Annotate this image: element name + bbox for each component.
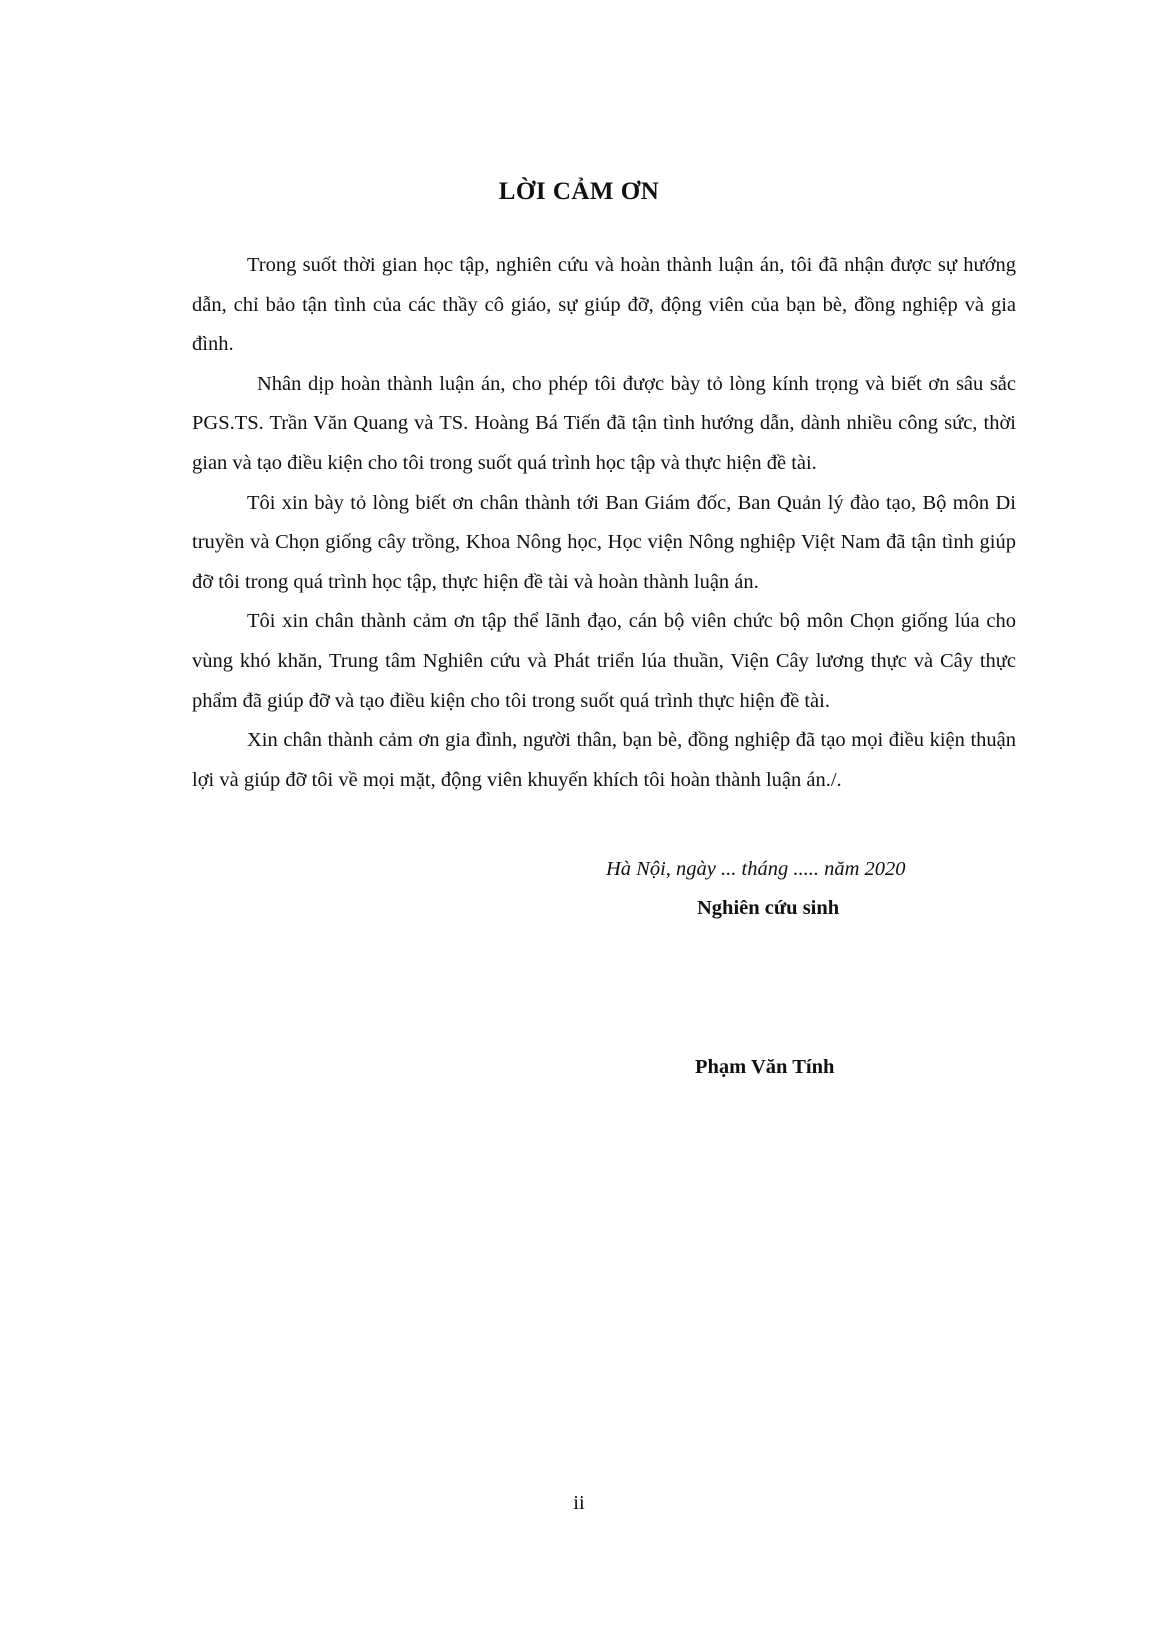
acknowledgement-body (192, 246, 1016, 800)
paragraph-3: Tôi xin bày tỏ lòng biết ơn chân thành tới Ban Giám đốc, Ban Quản lý đào tạo, Bộ môn Di truyền và Chọn giống cây trồng, Khoa Nông học, Học viện Nông nghiệp Việt Nam đã tận tình giúp đỡ tôi trong quá trình học tập, thực hiện đề tài và hoàn thành luận án. (192, 491, 1016, 593)
paragraph-1: Trong suốt thời gian học tập, nghiên cứu và hoàn thành luận án, tôi đã nhận được sự hướng dẫn, chỉ bảo tận tình của các thầy cô giáo, sự giúp đỡ, động viên của bạn bè, đồng nghiệp và gia đình. (192, 254, 1016, 356)
paragraph-5: Xin chân thành cảm ơn gia đình, người thân, bạn bè, đồng nghiệp đã tạo mọi điều kiện thuận lợi và giúp đỡ tôi về mọi mặt, động viên khuyến khích tôi hoàn thành luận án./. (192, 729, 1016, 791)
page-number: ii (573, 1492, 585, 1514)
date-place: Hà Nội, ngày ... tháng ..... năm 2020 (606, 858, 906, 880)
paragraph-2: Nhân dịp hoàn thành luận án, cho phép tôi được bày tỏ lòng kính trọng và biết ơn sâu sắc PGS.TS. Trần Văn Quang và TS. Hoàng Bá Tiến đã tận tình hướng dẫn, dành nhiều công sức, thời gian và tạo điều kiện cho tôi trong suốt quá trình học tập và thực hiện đề tài. (192, 372, 1016, 474)
paragraph-4: Tôi xin chân thành cảm ơn tập thể lãnh đạo, cán bộ viên chức bộ môn Chọn giống lúa cho vùng khó khăn, Trung tâm Nghiên cứu và Phát triển lúa thuần, Viện Cây lương thực và Cây thực phẩm đã giúp đỡ và tạo điều kiện cho tôi trong suốt quá trình thực hiện đề tài. (192, 610, 1016, 712)
signer-role: Nghiên cứu sinh (697, 897, 840, 919)
page-title: LỜI CẢM ƠN (498, 178, 660, 205)
signer-name: Phạm Văn Tính (695, 1056, 835, 1078)
